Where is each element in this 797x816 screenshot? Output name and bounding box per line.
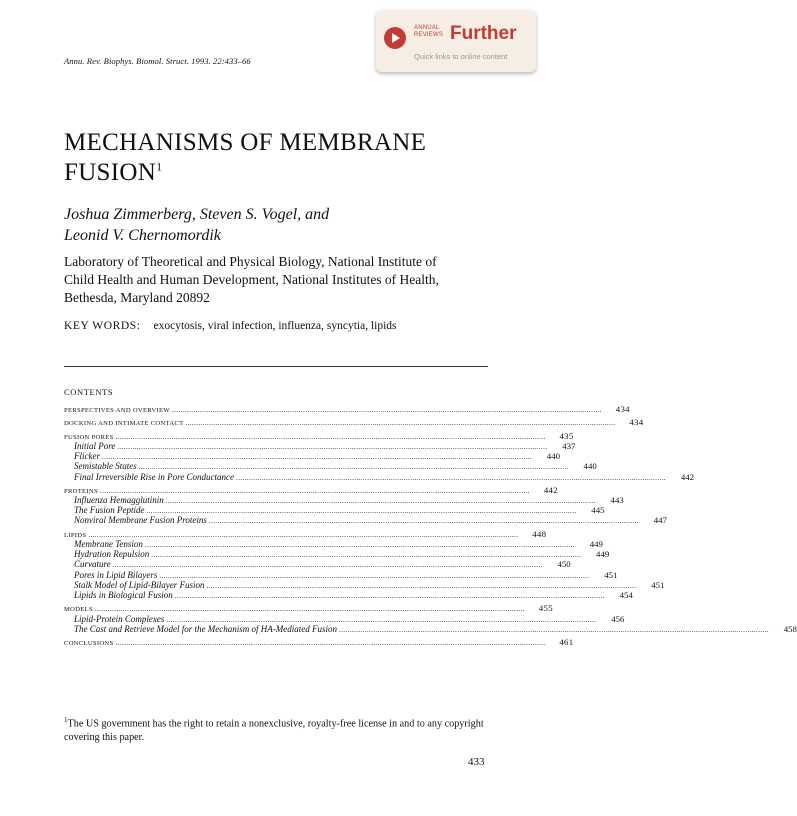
toc-entry-title: Initial Pore — [74, 440, 116, 451]
toc-leader-dots: ........................................................................................................................................................................................................ — [94, 605, 525, 614]
toc-leader-dots: ........................................................................................................................................................................................................ — [99, 486, 530, 495]
toc-entry-page: 451 — [604, 569, 618, 580]
toc-entry-page: 456 — [611, 613, 625, 624]
toc-entry-title: LIPIDS — [64, 531, 87, 539]
affiliation-line-3: Bethesda, Maryland 20892 — [64, 290, 210, 305]
toc-entry[interactable] — [64, 440, 576, 451]
toc-leader-dots: ........................................................................................................................................................................................................ — [115, 432, 546, 441]
toc-entry-page: 434 — [629, 417, 644, 428]
toc-entry-page: 440 — [546, 451, 560, 462]
toc-entry[interactable] — [64, 404, 630, 414]
toc-entry-page: 448 — [532, 528, 547, 539]
further-title: Further — [450, 23, 517, 44]
toc-entry-title: Pores in Lipid Bilayers — [74, 569, 158, 580]
divider-rule — [64, 366, 488, 367]
keywords-value: exocytosis, viral infection, influenza, syncytia, lipids — [153, 320, 397, 332]
toc-leader-dots: ........................................................................................................................................................................................................ — [146, 507, 577, 516]
keywords-label: KEY WORDS: — [64, 320, 141, 332]
toc-entry-title: CONCLUSIONS — [64, 640, 114, 648]
toc-entry[interactable] — [64, 471, 695, 482]
toc-entry[interactable] — [64, 528, 547, 539]
toc-entry-page: 442 — [680, 471, 695, 482]
toc-entry[interactable] — [64, 623, 797, 634]
toc-entry-title: DOCKING AND INTIMATE CONTACT — [64, 420, 184, 428]
toc-entry-page: 445 — [591, 505, 605, 516]
toc-entry[interactable] — [64, 539, 603, 549]
toc-entry-page: 461 — [559, 637, 574, 648]
footnote-mark: 1 — [64, 716, 68, 724]
toc-leader-dots: ........................................................................................................................................................................................................ — [88, 530, 519, 539]
toc-entry-title: Flicker — [74, 451, 100, 462]
affiliation-line-2: Child Health and Human Development, National Institutes of Health, — [64, 272, 439, 287]
toc-entry-title: The Fusion Peptide — [74, 505, 145, 516]
toc-entry-page: 449 — [596, 549, 610, 560]
toc-leader-dots: ........................................................................................................................................................................................................ — [115, 639, 546, 648]
toc-entry[interactable] — [64, 579, 665, 590]
title-line-2-text: FUSION — [64, 159, 157, 186]
article-title — [64, 128, 504, 188]
toc-entry-page: 437 — [562, 440, 576, 451]
toc-entry-page: 434 — [615, 404, 630, 414]
toc-entry-page: 440 — [583, 461, 597, 472]
contents-heading: CONTENTS — [64, 387, 114, 397]
title-line-1: MECHANISMS OF MEMBRANE — [64, 129, 427, 156]
page-number: 433 — [468, 756, 485, 768]
toc-leader-dots: ........................................................................................................................................................................................................ — [112, 561, 543, 570]
toc-leader-dots: ........................................................................................................................................................................................................ — [159, 571, 590, 580]
toc-entry-title: PERSPECTIVES AND OVERVIEW — [64, 407, 170, 414]
further-badge[interactable] — [376, 10, 536, 72]
toc-entry-page: 435 — [559, 430, 574, 441]
toc-entry[interactable] — [64, 549, 610, 560]
toc-entry-page: 454 — [619, 589, 633, 600]
toc-leader-dots: ........................................................................................................................................................................................................ — [165, 497, 596, 506]
toc-entry-title: MODELS — [64, 606, 93, 614]
toc-entry-title: Hydration Repulsion — [74, 549, 150, 560]
further-reviews-label: REVIEWS — [414, 32, 444, 38]
toc-leader-dots: ........................................................................................................................................................................................................ — [138, 463, 569, 472]
toc-leader-dots: ........................................................................................................................................................................................................ — [185, 419, 616, 428]
toc-entry-page: 458 — [783, 623, 797, 634]
toc-entry-title: Curvature — [74, 559, 111, 570]
toc-leader-dots: ........................................................................................................................................................................................................ — [174, 591, 605, 600]
toc-entry[interactable] — [64, 589, 633, 600]
toc-entry[interactable] — [64, 461, 597, 472]
toc-entry[interactable] — [64, 637, 574, 648]
toc-leader-dots: ........................................................................................................................................................................................................ — [206, 581, 637, 590]
toc-entry-title: Stalk Model of Lipid-Bilayer Fusion — [74, 579, 205, 590]
toc-entry-page: 449 — [589, 539, 603, 549]
toc-entry[interactable] — [64, 515, 667, 526]
footnote-text: The US government has the right to retain a nonexclusive, royalty-free license in and to any copyright covering this paper. — [64, 718, 484, 744]
toc-entry-page: 447 — [653, 515, 667, 526]
toc-entry[interactable] — [64, 569, 618, 580]
journal-reference: Annu. Rev. Biophys. Biomol. Struct. 1993. 22:433–66 — [64, 56, 251, 66]
toc-entry[interactable] — [64, 603, 553, 614]
keywords — [64, 320, 397, 332]
toc-entry[interactable] — [64, 484, 558, 495]
further-annual-label: ANNUAL — [414, 25, 440, 31]
footnote — [64, 713, 494, 745]
authors-line-2: Leonid V. Chernomordik — [64, 227, 221, 244]
toc-leader-dots: ........................................................................................................................................................................................................ — [171, 406, 602, 414]
further-subtitle: Quick links to online content — [414, 52, 508, 61]
toc-leader-dots: ........................................................................................................................................................................................................ — [151, 551, 582, 560]
toc-entry-title: Semistable States — [74, 461, 137, 472]
toc-entry-page: 451 — [651, 579, 665, 590]
toc-leader-dots: ........................................................................................................................................................................................................ — [236, 473, 667, 482]
affiliation-line-1: Laboratory of Theoretical and Physical Biology, National Institute of — [64, 254, 437, 269]
toc-entry-page: 455 — [538, 603, 553, 614]
authors-line-1: Joshua Zimmerberg, Steven S. Vogel, and — [64, 206, 330, 223]
toc-entry-page: 442 — [543, 484, 558, 495]
affiliation — [64, 253, 494, 307]
toc-entry[interactable] — [64, 495, 624, 506]
toc-leader-dots: ........................................................................................................................................................................................................ — [166, 615, 597, 624]
toc-entry-title: PROTEINS — [64, 487, 98, 495]
authors — [64, 204, 504, 246]
toc-entry[interactable] — [64, 430, 574, 441]
toc-entry[interactable] — [64, 505, 605, 516]
toc-entry-page: 443 — [610, 495, 624, 506]
toc-entry[interactable] — [64, 613, 625, 624]
title-line-2 — [64, 158, 504, 188]
toc-entry-page: 450 — [557, 559, 571, 570]
toc-entry-title: Membrane Tension — [74, 539, 143, 549]
toc-leader-dots: ........................................................................................................................................................................................................ — [117, 442, 548, 451]
play-circle-icon — [384, 27, 406, 49]
toc-entry[interactable] — [64, 417, 644, 428]
toc-leader-dots: ........................................................................................................................................................................................................ — [208, 517, 639, 526]
toc-entry-title: Influenza Hemagglutinin — [74, 495, 164, 506]
toc-entry[interactable] — [64, 451, 560, 462]
toc-entry-title: The Cast and Retrieve Model for the Mechanism of HA-Mediated Fusion — [74, 623, 337, 634]
toc-entry-title: Lipids in Biological Fusion — [74, 589, 173, 600]
toc-entry-title: Lipid-Protein Complexes — [74, 613, 165, 624]
toc-leader-dots: ........................................................................................................................................................................................................ — [338, 625, 769, 634]
toc-leader-dots: ........................................................................................................................................................................................................ — [102, 453, 532, 462]
toc-leader-dots: ........................................................................................................................................................................................................ — [144, 541, 575, 549]
toc-entry-title: FUSION PORES — [64, 433, 114, 441]
table-of-contents — [64, 404, 797, 648]
toc-entry-title: Final Irreversible Rise in Pore Conductance — [74, 471, 235, 482]
toc-entry[interactable] — [64, 559, 571, 570]
title-footnote-mark[interactable]: 1 — [156, 159, 163, 174]
toc-entry-title: Nonviral Membrane Fusion Proteins — [74, 515, 207, 526]
